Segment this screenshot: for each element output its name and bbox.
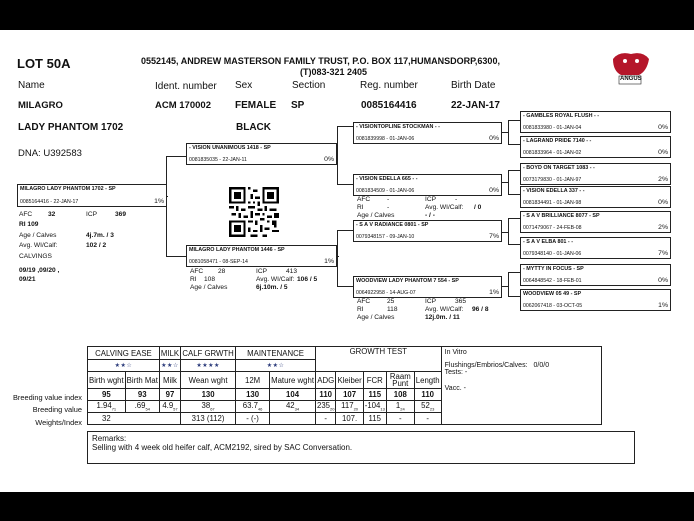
ggp-box-7[interactable] (520, 264, 671, 286)
ggp-3-name: - BOYD ON TARGET 1083 - - (523, 165, 595, 171)
gp2-wi: / 0 (474, 204, 482, 211)
dam-wi-label: Avg. WI/Calf: (256, 276, 295, 283)
ggp-8-pct: 1% (658, 302, 668, 309)
index-cell: 95 (88, 389, 126, 401)
ggp-2-detail: 0081833964 - 01-JAN-02 (523, 150, 582, 156)
animal-sex: FEMALE (235, 100, 277, 111)
ggp-box-4[interactable] (520, 186, 671, 208)
weights-length: - (414, 413, 441, 425)
sire-box[interactable] (186, 143, 337, 165)
gp2-age-label: Age / Calves (357, 212, 395, 219)
ggp-box-3[interactable] (520, 163, 671, 185)
subject-name: MILAGRO LADY PHANTOM 1702 - SP (20, 186, 116, 192)
row-label-index: Breeding value index (12, 393, 82, 402)
gp2-ri-label: RI (357, 204, 364, 211)
gp-4-detail: 0064922958 - 14-AUG-07 (356, 290, 416, 296)
dna-code: DNA: U392583 (18, 148, 82, 159)
animal-name-2: LADY PHANTOM 1702 (18, 122, 124, 133)
index-cell: 107 (336, 389, 363, 401)
gp-2-name: - VISION EDELLA 665 - - (356, 176, 418, 182)
subject-age-label: Age / Calves (19, 232, 57, 239)
remarks-label: Remarks: (92, 434, 127, 443)
animal-name-1: MILAGRO (18, 100, 63, 111)
subject-calvings-1: 09/19 ,09/20 , (19, 267, 60, 274)
weights-12m: - (-) (236, 413, 270, 425)
gp-1-pct: 0% (489, 135, 499, 142)
bv-cell: $1_{24}$ (386, 401, 414, 413)
bv-cell: $117_{20}$ (336, 401, 363, 413)
col-mature-wght: Mature wght (270, 372, 316, 389)
subject-ri: RI 109 (19, 221, 39, 228)
index-cell: 130 (181, 389, 236, 401)
gp-3-pct: 7% (489, 233, 499, 240)
gp-3-detail: 0079348157 - 09-JAN-10 (356, 234, 415, 240)
col-length: Length (414, 372, 441, 389)
gp2-afc-label: AFC (357, 196, 371, 203)
remarks-box (87, 431, 635, 464)
gp-box-1[interactable] (353, 122, 502, 144)
gp4-wi-label: Avg. WI/Calf: (425, 306, 464, 313)
weights-birth: 32 (88, 413, 181, 425)
owner-line-2: (T)083-321 2405 (300, 67, 368, 77)
group-calving-ease: CALVING EASE (88, 347, 160, 360)
dam-icp-label: ICP (256, 268, 267, 275)
group-calf-growth: CALF GRWTH (182, 348, 234, 358)
col-raam-punt: Raam Punt (386, 372, 414, 389)
dam-box[interactable] (186, 245, 337, 267)
ggp-8-detail: 0062067418 - 03-OCT-05 (523, 303, 583, 309)
ggp-4-detail: 0081834491 - 01-JAN-98 (523, 200, 582, 206)
ggp-7-name: - MYTTY IN FOCUS - SP (523, 266, 584, 272)
col-wean-wght: Wean wght (181, 372, 236, 389)
ggp-4-name: - VISION EDELLA 337 - - (523, 188, 585, 194)
gp4-ri: 118 (387, 306, 398, 313)
subject-calvings-label: CALVINGS (19, 253, 52, 260)
subject-calvings-2: 09/21 (19, 276, 36, 283)
lot-number: LOT 50A (17, 56, 71, 71)
gp2-age: - / - (425, 212, 435, 219)
logo-text: ANGUS (620, 76, 642, 82)
index-cell: 110 (315, 389, 335, 401)
bottom-black-bar (0, 492, 694, 521)
dam-ri-label: RI (190, 276, 197, 283)
dam-wi: 106 / 5 (297, 276, 318, 283)
col-birth: Birth Date (451, 80, 496, 91)
qr-code[interactable] (228, 187, 280, 237)
col-section: Section (292, 80, 326, 91)
subject-wi-label: Avg. WI/Calf: (19, 242, 58, 249)
invitro-flush: 0/0/0 (533, 362, 550, 369)
ggp-1-name: - GAMBLES ROYAL FLUSH - - (523, 113, 600, 119)
stars-calving-ease: ★★☆ (88, 360, 160, 372)
subject-afc: 32 (48, 211, 56, 218)
dam-ri: 108 (204, 276, 216, 283)
sire-detail: 0081835035 - 22-JAN-11 (189, 157, 247, 163)
top-black-bar (0, 0, 694, 30)
dam-afc: 28 (218, 268, 226, 275)
ggp-3-detail: 0073179830 - 01-JAN-97 (523, 177, 582, 183)
ggp-5-pct: 2% (658, 224, 668, 231)
stars-maintenance: ★★☆ (236, 360, 316, 372)
weights-mature (270, 413, 316, 425)
index-cell: 115 (363, 389, 386, 401)
gp-box-3[interactable] (353, 220, 502, 242)
ggp-6-name: - S A V ELBA 801 - - (523, 239, 574, 245)
ggp-box-1[interactable] (520, 111, 671, 133)
gp-box-4[interactable] (353, 276, 502, 298)
animal-section: SP (291, 100, 305, 111)
bv-cell: $38_{67}$ (181, 401, 236, 413)
subject-icp-label: ICP (86, 211, 97, 218)
stars-calf-growth: ★★★★ (181, 360, 236, 372)
gp2-wi-label: Avg. WI/Calf: (425, 204, 464, 211)
dam-name: MILAGRO LADY PHANTOM 1446 - SP (189, 247, 285, 253)
gp-4-name: WOODVIEW LADY PHANTOM 7 554 - SP (356, 278, 459, 284)
index-cell: 108 (386, 389, 414, 401)
row-label-weights: Weights/Index (35, 418, 82, 427)
index-cell: 97 (159, 389, 180, 401)
remarks-text: Selling with 4 week old heifer calf, ACM2192, sired by SAC Conversation. (92, 443, 353, 452)
invitro-panel (441, 347, 601, 425)
gp-4-pct: 1% (489, 289, 499, 296)
gp2-icp: - (455, 196, 458, 203)
animal-ident: ACM 170002 (155, 100, 211, 111)
weights-kleiber: 107. (336, 413, 363, 425)
group-milk: MILK (160, 348, 180, 358)
col-12m: 12M (236, 372, 270, 389)
bv-cell: $1.94_{71}$ (88, 401, 126, 413)
owner-line-1: 0552145, ANDREW MASTERSON FAMILY TRUST, P.O. BOX 117,HUMANSDORP,6300, (141, 56, 500, 66)
index-cell: 130 (236, 389, 270, 401)
sire-pct: 0% (324, 156, 334, 163)
ggp-2-name: - LAGRAND PRIDE 7140 - - (523, 138, 592, 144)
dam-detail: 0081058471 - 08-SEP-14 (189, 259, 248, 265)
dam-age-label: Age / Calves (190, 284, 228, 291)
gp2-icp-label: ICP (425, 196, 436, 203)
col-name: Name (18, 80, 45, 91)
gp4-icp-label: ICP (425, 298, 436, 305)
subject-afc-label: AFC (19, 211, 33, 218)
subject-detail: 0085164416 - 22-JAN-17 (20, 199, 79, 205)
gp-2-pct: 0% (489, 187, 499, 194)
bv-cell: $235_{20}$ (316, 401, 335, 412)
col-ident: Ident. number (155, 81, 217, 92)
ggp-2-pct: 0% (658, 149, 668, 156)
subject-icp: 369 (115, 211, 127, 218)
dam-afc-label: AFC (190, 268, 204, 275)
dam-age: 6j.10m. / 5 (256, 284, 288, 291)
gp4-icp: 365 (455, 298, 467, 305)
ggp-box-2[interactable] (520, 136, 671, 158)
col-fcr: FCR (363, 372, 386, 389)
performance-table (87, 346, 602, 425)
gp-1-name: - VISIONTOPLINE STOCKMAN - - (356, 124, 440, 130)
gp4-age-label: Age / Calves (357, 314, 395, 321)
gp2-afc: - (387, 196, 390, 203)
ggp-6-detail: 0079348140 - 01-JAN-06 (523, 251, 582, 257)
bv-cell: $4.9_{57}$ (159, 401, 180, 413)
ggp-7-detail: 0064848542 - 18-FEB-01 (523, 278, 582, 284)
gp4-wi: 96 / 8 (472, 306, 489, 313)
dam-icp: 413 (286, 268, 298, 275)
gp4-afc: 25 (387, 298, 395, 305)
subject-pct: 1% (154, 198, 164, 205)
ggp-5-detail: 0071479067 - 24-FEB-08 (523, 225, 582, 231)
col-milk: Milk (159, 372, 180, 389)
ggp-box-5[interactable] (520, 211, 671, 233)
gp4-ri-label: RI (357, 306, 364, 313)
dam-pct: 1% (324, 258, 334, 265)
invitro-title: In Vitro (444, 349, 467, 356)
ggp-4-pct: 0% (658, 199, 668, 206)
gp-box-2[interactable] (353, 174, 502, 196)
index-cell: 93 (125, 389, 159, 401)
invitro-tests: Tests: - (444, 369, 468, 376)
col-birth-mat: Birth Mat (125, 372, 159, 389)
bv-cell: $42_{34}$ (270, 401, 316, 413)
subject-wi: 102 / 2 (86, 242, 107, 249)
gp-2-detail: 0081834509 - 01-JAN-06 (356, 188, 415, 194)
gp-1-detail: 0081839998 - 01-JAN-06 (356, 136, 415, 142)
weights-raam: - (386, 413, 414, 425)
animal-birth: 22-JAN-17 (451, 100, 500, 111)
gp4-age: 12j.0m. / 11 (425, 314, 460, 321)
weights-wean: 313 (112) (181, 413, 236, 425)
ggp-7-pct: 0% (658, 277, 668, 284)
group-growth-test: GROWTH TEST (315, 347, 441, 372)
gp2-ri: - (387, 204, 390, 211)
subject-age: 4j.7m. / 3 (86, 232, 114, 239)
index-cell: 104 (270, 389, 316, 401)
bv-cell: $63.7_{46}$ (236, 401, 270, 413)
ggp-1-detail: 0081833980 - 01-JAN-04 (523, 125, 582, 131)
bv-cell: $.69_{54}$ (125, 401, 159, 413)
bv-cell: $52_{23}$ (414, 401, 441, 413)
ggp-8-name: WOODVIEW 05 49 - SP (523, 291, 582, 297)
ggp-box-8[interactable] (520, 289, 671, 311)
invitro-flush-label: Flushings/Embrios/Calves: (444, 362, 528, 369)
col-sex: Sex (235, 80, 253, 91)
col-adg: ADG (315, 372, 335, 389)
sire-name: - VISION UNANIMOUS 1418 - SP (189, 145, 271, 151)
ggp-5-name: - S A V BRILLIANCE 8077 - SP (523, 213, 600, 219)
row-label-bv: Breeding value (32, 405, 82, 414)
animal-colour: BLACK (236, 122, 271, 133)
ggp-6-pct: 7% (658, 250, 668, 257)
col-birth-wght: Birth wght (88, 372, 126, 389)
ggp-3-pct: 2% (658, 176, 668, 183)
group-maintenance: MAINTENANCE (236, 347, 316, 360)
col-reg: Reg. number (360, 80, 418, 91)
stars-milk: ★★☆ (159, 360, 180, 372)
col-kleiber: Kleiber (336, 372, 363, 389)
weights-fcr: 115 (363, 413, 386, 425)
gp-3-name: - S A V RADIANCE 0801 - SP (356, 222, 429, 228)
subject-box[interactable] (17, 184, 167, 207)
bv-cell: $-104_{13}$ (364, 401, 385, 412)
angus-logo (605, 49, 655, 87)
gp4-afc-label: AFC (357, 298, 371, 305)
ggp-1-pct: 0% (658, 124, 668, 131)
ggp-box-6[interactable] (520, 237, 671, 259)
weights-adg: - (315, 413, 335, 425)
invitro-vacc: Vacc. - (444, 385, 466, 392)
index-cell: 110 (414, 389, 441, 401)
animal-reg: 0085164416 (361, 100, 417, 111)
